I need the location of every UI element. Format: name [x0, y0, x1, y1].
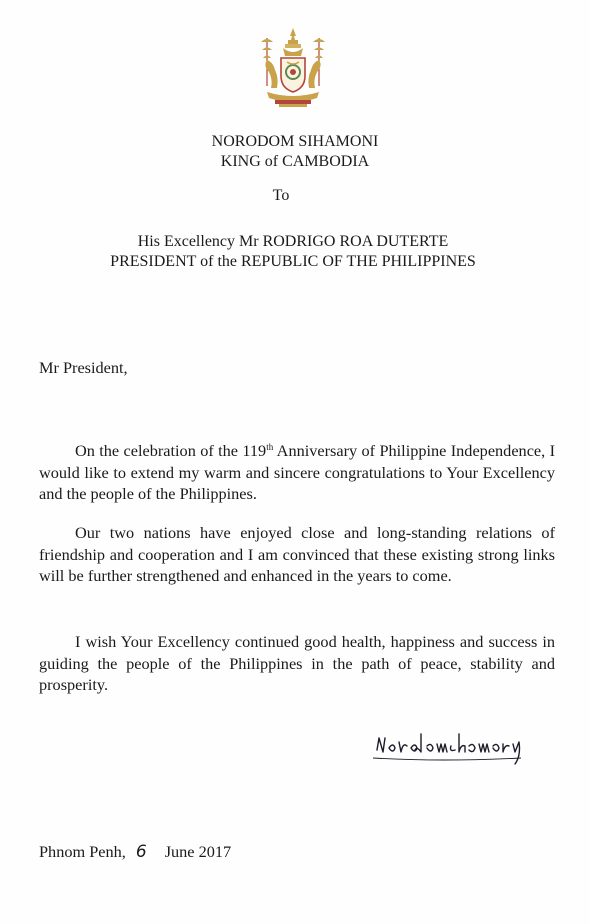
handwritten-signature-icon — [371, 728, 529, 768]
paragraph-3: I wish Your Excellency continued good health, happiness and success in guiding the people of the Philippines in the path of peace, stability and prosperity. — [39, 632, 555, 694]
salutation: Mr President, — [39, 358, 128, 377]
sender-title: KING of CAMBODIA — [220, 153, 370, 170]
place-and-date — [39, 842, 231, 862]
royal-arms-of-cambodia-icon — [245, 26, 341, 112]
recipient-name: His Excellency Mr RODRIGO ROA DUTERTE — [137, 233, 449, 250]
to-label: To — [272, 187, 290, 204]
paragraph-1 — [39, 437, 555, 505]
month-year: June 2017 — [164, 842, 232, 861]
ordinal-suffix: th — [266, 442, 274, 452]
paragraph-2: Our two nations have enjoyed close and long-standing relations of friendship and cooperation and I am convinced that these existing strong links will be further strengthened and enhanced in the years to come. — [39, 523, 555, 585]
place: Phnom Penh, — [39, 842, 126, 861]
paragraph-1-start: On the celebration of the 119 — [75, 441, 267, 460]
recipient-title: PRESIDENT of the REPUBLIC OF THE PHILIPPINES — [110, 253, 476, 270]
paragraph-1-rest: Anniversary of Philippine Independence, I would like to extend my warm and sincere congratulations to Your Excellency and the people of the Philippines. — [39, 441, 555, 503]
handwritten-day: 6 — [135, 842, 147, 862]
sender-name: NORODOM SIHAMONI — [211, 133, 379, 150]
